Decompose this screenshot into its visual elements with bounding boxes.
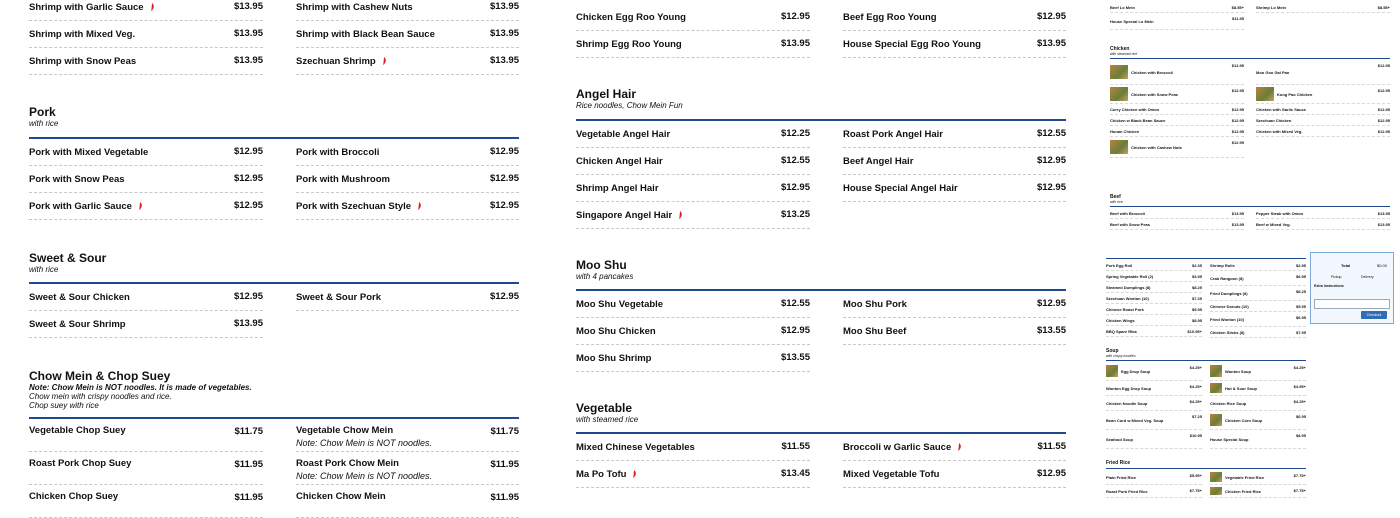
mini-item[interactable]: Beef with Broccoli $13.95 [1110, 208, 1244, 219]
mini-item[interactable]: BBQ Spare Ribs $10.95+ [1106, 326, 1202, 337]
mini-item[interactable]: Chicken Noodle Soup $4.25+ [1106, 396, 1202, 411]
menu-item[interactable]: Beef Angel Hair $12.95 [843, 148, 1066, 175]
section-title: Vegetable [576, 401, 633, 415]
section-chow-mein [29, 370, 519, 518]
menu-item[interactable]: House Special Egg Roo Young $13.95 [843, 31, 1066, 58]
chili-pepper-icon [382, 57, 387, 65]
menu-item[interactable]: Shrimp with Cashew Nuts $13.95 [296, 0, 519, 21]
egg-roo-young-grid [576, 4, 1066, 58]
chili-pepper-icon [417, 202, 422, 210]
mini-item[interactable]: Plain Fried Rice $5.95+ [1106, 470, 1202, 485]
chili-pepper-icon [678, 211, 683, 219]
item-note: Note: Chow Mein is NOT noodles. [296, 471, 433, 481]
pork-items-grid [29, 139, 519, 220]
mini-item[interactable]: Egg Drop Soup $4.25+ [1106, 362, 1202, 381]
mini-item[interactable]: Moo Goo Gai Pan $12.95 [1256, 60, 1390, 85]
mini-item[interactable]: Beef w Mixed Veg. $13.95 [1256, 219, 1390, 230]
mini-item[interactable]: Hunan Chicken $12.95 [1110, 126, 1244, 137]
angel-hair-items-grid [576, 121, 1066, 229]
section-title: Moo Shu [576, 258, 627, 272]
menu-item[interactable]: Vegetable Chop Suey $11.75 [29, 419, 263, 452]
mini-item[interactable]: Chicken Corn Soup $6.95 [1210, 411, 1306, 430]
food-photo [1210, 414, 1222, 426]
mini-col [1106, 362, 1202, 449]
section-divider [1110, 206, 1390, 207]
menu-item[interactable]: Pork with Garlic Sauce $12.95 [29, 193, 263, 220]
food-photo [1210, 472, 1222, 482]
mini-item[interactable]: Chicken with Snow Peas $12.95 [1110, 85, 1244, 104]
chili-pepper-icon [138, 202, 143, 210]
pickup-radio[interactable]: Pickup [1331, 275, 1342, 279]
chow-mein-items-grid [29, 419, 519, 518]
section-subtitle: with rice [29, 119, 59, 128]
chili-pepper-icon [957, 443, 962, 451]
menu-item[interactable]: Roast Pork Chop Suey $11.95 [29, 452, 263, 485]
chili-pepper-icon [150, 3, 155, 11]
vegetable-items-grid [576, 434, 1066, 488]
menu-item[interactable]: Pork with Mushroom $12.95 [296, 166, 519, 193]
menu-item[interactable]: Beef Egg Roo Young $12.95 [843, 4, 1066, 31]
mini-item[interactable]: Szechuan Wonton (10) $7.25 [1106, 293, 1202, 304]
menu-item[interactable]: Sweet & Sour Pork $12.95 [296, 284, 519, 311]
section-subtitle: with 4 pancakes [576, 272, 634, 281]
section-subtitle: with crispy noodles [1106, 354, 1136, 358]
mini-item[interactable]: Chicken Sticks (8) $7.95 [1210, 327, 1306, 338]
mini-item[interactable]: Chicken with Broccoli $12.95 [1110, 60, 1244, 85]
section-angel-hair [576, 88, 1066, 229]
menu-item[interactable]: Roast Pork Angel Hair $12.55 [843, 121, 1066, 148]
checkout-button[interactable]: Checkout [1361, 311, 1387, 319]
menu-item[interactable]: Moo Shu Vegetable $12.55 [576, 291, 810, 318]
mini-item[interactable]: Shrimp Lo Mein $8.55+ [1256, 2, 1390, 13]
menu-item[interactable]: Chicken Chow Mein $11.95 [296, 485, 519, 518]
section-note: Chop suey with rice [29, 401, 99, 410]
cart-total-label: Total [1341, 263, 1351, 268]
section-divider [1106, 360, 1306, 361]
mini-col [1110, 60, 1244, 158]
mini-item[interactable]: Bean Curd w Mixed Veg. Soup $7.25 [1106, 411, 1202, 430]
mini-item[interactable]: Chinese Donuts (10) $5.95 [1210, 301, 1306, 312]
item-name: Vegetable Chow Mein [296, 425, 394, 436]
menu-item[interactable]: Pork with Szechuan Style $12.95 [296, 193, 519, 220]
section-title: Fried Rice [1106, 460, 1131, 466]
mini-top [1110, 2, 1390, 30]
menu-item[interactable]: Shrimp with Snow Peas $13.95 [29, 48, 263, 75]
menu-column-middle [576, 0, 1066, 488]
section-subtitle: with rice [29, 265, 59, 274]
section-divider [1106, 258, 1306, 259]
mini-section-beef [1110, 194, 1390, 230]
mini-item[interactable]: House Special Lo Mein $11.95 [1110, 13, 1244, 30]
mini-section-fried-rice [1106, 460, 1306, 498]
section-title: Angel Hair [576, 87, 637, 101]
mini-item[interactable]: Crab Rangoon (8) $6.95 [1210, 271, 1306, 286]
mini-col [1256, 60, 1390, 158]
section-title: Pork [29, 105, 56, 119]
mini-item[interactable]: Spring Vegetable Roll (2) $3.95 [1106, 271, 1202, 282]
mini-item[interactable]: Szechuan Chicken $12.95 [1256, 115, 1390, 126]
menu-item[interactable]: Roast Pork Chow Mein Note: Chow Mein is NOT noodles. $11.95 [296, 452, 519, 485]
mini-item[interactable]: Steamed Dumplings (8) $8.25 [1106, 282, 1202, 293]
section-title: Sweet & Sour [29, 251, 107, 265]
section-title: Soup [1106, 348, 1119, 354]
menu-item[interactable]: Pork with Mixed Vegetable $12.95 [29, 139, 263, 166]
menu-item[interactable]: Singapore Angel Hair $13.25 [576, 202, 810, 229]
menu-column-left [29, 0, 519, 518]
mini-item[interactable]: Chicken with Garlic Sauce $12.95 [1256, 104, 1390, 115]
menu-item[interactable]: Mixed Chinese Vegetables $11.55 [576, 434, 810, 461]
sweet-sour-items-grid [29, 284, 519, 338]
menu-item[interactable]: Pork with Broccoli $12.95 [296, 139, 519, 166]
delivery-radio[interactable]: Delivery [1361, 275, 1374, 279]
mini-item[interactable]: House Special Soup $8.95 [1210, 430, 1306, 449]
mini-item[interactable]: Chicken with Mixed Veg. $12.95 [1256, 126, 1390, 137]
chili-pepper-icon [632, 470, 637, 478]
menu-item[interactable]: Chicken Angel Hair $12.55 [576, 148, 810, 175]
menu-item[interactable]: Shrimp Egg Roo Young $13.95 [576, 31, 810, 58]
mini-col [1210, 362, 1306, 449]
menu-item[interactable]: Shrimp with Garlic Sauce $13.95 [29, 0, 263, 21]
section-subtitle: with steamed rice [1110, 52, 1138, 56]
food-photo [1110, 65, 1128, 79]
mini-item[interactable]: Chinese Roast Pork $9.95 [1106, 304, 1202, 315]
mini-item[interactable]: Curry Chicken with Onion $12.95 [1110, 104, 1244, 115]
food-photo [1110, 87, 1128, 101]
menu-item[interactable]: Pork with Snow Peas $12.95 [29, 166, 263, 193]
mini-col [1210, 260, 1306, 338]
section-title: Chow Mein & Chop Suey [29, 369, 171, 383]
menu-preview-panel [1104, 0, 1396, 500]
food-photo [1106, 365, 1118, 377]
mini-item[interactable]: Chicken w Black Bean Sauce $12.95 [1110, 115, 1244, 126]
moo-shu-items-grid [576, 291, 1066, 372]
section-title: Beef [1110, 194, 1121, 200]
menu-item[interactable]: Chicken Chop Suey $11.95 [29, 485, 263, 518]
mini-item[interactable]: Chicken with Cashew Nuts $12.95 [1110, 137, 1244, 158]
section-sweet-sour [29, 252, 519, 338]
menu-item[interactable]: Moo Shu Shrimp $13.55 [576, 345, 810, 372]
menu-item[interactable]: Moo Shu Pork $12.95 [843, 291, 1066, 318]
section-moo-shu [576, 259, 1066, 372]
mini-item[interactable]: Fried Wonton (10) $6.95 [1210, 312, 1306, 327]
mini-item[interactable]: Seafood Soup $10.95 [1106, 430, 1202, 449]
menu-item[interactable]: Shrimp Angel Hair $12.95 [576, 175, 810, 202]
instructions-label: Extra Instructions [1314, 284, 1344, 288]
menu-item[interactable]: House Special Angel Hair $12.95 [843, 175, 1066, 202]
mini-item[interactable]: Fried Dumplings (8) $8.25 [1210, 286, 1306, 301]
mini-section-chicken [1110, 46, 1390, 158]
section-subtitle: with rice [1110, 200, 1123, 204]
section-title: Chicken [1110, 46, 1130, 52]
instructions-input[interactable] [1314, 299, 1390, 309]
food-photo [1210, 365, 1222, 377]
menu-item[interactable]: Sweet & Sour Shrimp $13.95 [29, 311, 263, 338]
menu-item[interactable]: Moo Shu Chicken $12.95 [576, 318, 810, 345]
mini-item[interactable]: Beef with Snow Peas $13.95 [1110, 219, 1244, 230]
mini-item[interactable]: Pepper Steak with Onion $13.95 [1256, 208, 1390, 219]
menu-item[interactable]: Vegetable Angel Hair $12.25 [576, 121, 810, 148]
mini-item[interactable]: Shrimp Rolls $2.95 [1210, 260, 1306, 271]
cart-total-value: $0.00 [1376, 263, 1387, 268]
menu-item[interactable]: Shrimp with Mixed Veg. $13.95 [29, 21, 263, 48]
mini-col [1106, 260, 1202, 338]
food-photo [1256, 87, 1274, 101]
section-divider [1110, 58, 1390, 59]
menu-item[interactable]: Ma Po Tofu $13.45 [576, 461, 810, 488]
menu-item[interactable]: Mixed Vegetable Tofu $12.95 [843, 461, 1066, 488]
mini-item[interactable]: Beef Lo Mein $8.55+ [1110, 2, 1244, 13]
menu-item[interactable]: Chicken Egg Roo Young $12.95 [576, 4, 810, 31]
mini-item[interactable]: Wonton Soup $4.25+ [1210, 362, 1306, 381]
item-name: Roast Pork Chow Mein [296, 458, 399, 469]
menu-item[interactable]: Broccoli w Garlic Sauce $11.55 [843, 434, 1066, 461]
mini-item[interactable]: Kung Pao Chicken $12.95 [1256, 85, 1390, 104]
menu-item[interactable]: Vegetable Chow Mein Note: Chow Mein is NOT noodles. $11.75 [296, 419, 519, 452]
shrimp-items-grid [29, 0, 519, 75]
mini-section-appetizers [1106, 256, 1306, 338]
section-note: Note: Chow Mein is NOT noodles. It is made of vegetables. [29, 383, 252, 392]
menu-item[interactable]: Moo Shu Beef $13.55 [843, 318, 1066, 345]
section-subtitle: with steamed rice [576, 415, 639, 424]
section-subtitle: Rice noodles, Chow Mein Fun [576, 101, 683, 110]
menu-item[interactable]: Szechuan Shrimp $13.95 [296, 48, 519, 75]
food-photo [1210, 383, 1222, 393]
menu-item[interactable]: Sweet & Sour Chicken $12.95 [29, 284, 263, 311]
menu-item[interactable]: Shrimp with Black Bean Sauce $13.95 [296, 21, 519, 48]
food-photo [1110, 140, 1128, 154]
item-note: Note: Chow Mein is NOT noodles. [296, 438, 433, 448]
section-note: Chow mein with crispy noodles and rice. [29, 392, 172, 401]
cart-widget [1310, 252, 1394, 324]
mini-section-soup [1106, 348, 1306, 449]
section-vegetable [576, 402, 1066, 488]
mini-item[interactable]: Chicken Rice Soup $4.25+ [1210, 396, 1306, 411]
food-photo [1210, 487, 1222, 495]
mini-item[interactable]: Pork Egg Roll $2.35 [1106, 260, 1202, 271]
mini-item[interactable]: Chicken Fried Rice $7.75+ [1210, 485, 1306, 498]
mini-item[interactable]: Vegetable Fried Rice $7.75+ [1210, 470, 1306, 485]
mini-item[interactable]: Hot & Sour Soup $4.95+ [1210, 381, 1306, 396]
section-pork [29, 106, 519, 220]
section-divider [1106, 468, 1306, 469]
mini-item[interactable]: Wonton Egg Drop Soup $4.25+ [1106, 381, 1202, 396]
mini-item[interactable]: Roast Pork Fried Rice $7.75+ [1106, 485, 1202, 498]
mini-item[interactable]: Chicken Wings $8.95 [1106, 315, 1202, 326]
